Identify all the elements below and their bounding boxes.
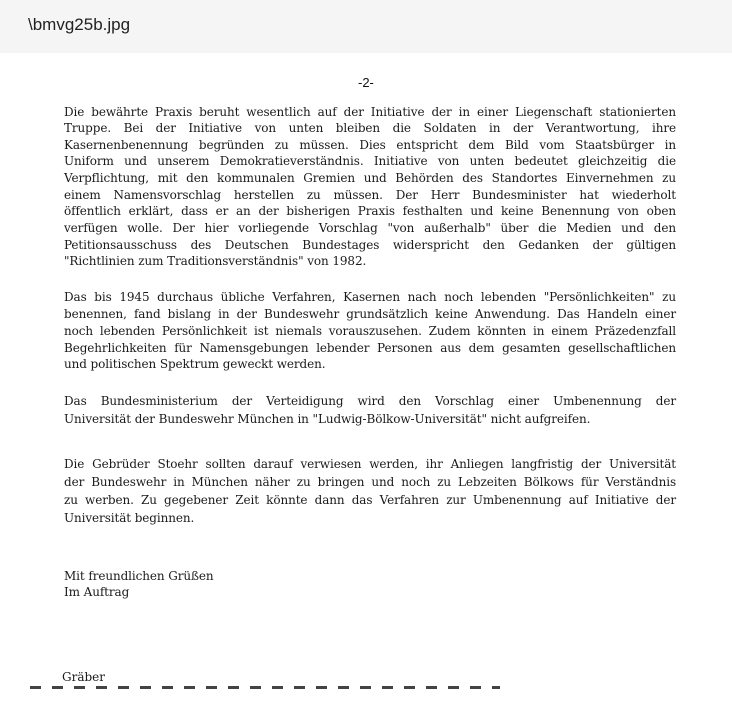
- text-line: Das Bundesministerium der Verteidigung wird den Vorschlag einer Umbenennung der: [64, 394, 676, 408]
- text-line: Die bewährte Praxis beruht wesentlich auf der Initiative der in einer Liegenschaft stationierten: [64, 105, 676, 119]
- closing-greeting: Mit freundlichen Grüßen: [64, 569, 214, 583]
- text-line: Petitionsausschuss des Deutschen Bundestages widerspricht den Gedanken der gültigen: [64, 238, 676, 252]
- closing-on-behalf: Im Auftrag: [64, 585, 130, 599]
- signature-name: Gräber: [62, 670, 105, 684]
- text-line: zu werben. Zu gegebener Zeit könnte dann das Verfahren zur Umbenennung auf Initiative der: [64, 493, 676, 507]
- page-number: -2-: [358, 75, 374, 90]
- text-line: Begehrlichkeiten für Namensgebungen lebender Personen aus dem gesamten gesellschaftlichen: [64, 341, 676, 355]
- scanned-letter-page: [0, 53, 732, 717]
- text-line: Universität beginnen.: [64, 511, 195, 525]
- text-line: verfügen wolle. Der hier vorliegende Vorschlag "von außerhalb" über die Medien und den: [64, 221, 676, 235]
- text-line: Verpflichtung, mit den kommunalen Gremien und Behörden des Standortes Einvernehmen zu: [64, 171, 676, 185]
- text-line: der Bundeswehr in München näher zu bringen und noch zu Lebzeiten Bölkows für Verständnis: [64, 475, 676, 489]
- text-line: öffentlich erklärt, dass er an der bisherigen Praxis festhalten und keine Benennung von oben: [64, 204, 676, 218]
- text-line: Truppe. Bei der Initiative von unten bleiben die Soldaten in der Verantwortung, ihre: [64, 121, 676, 135]
- text-line: Uniform und unserem Demokratieverständnis. Initiative von unten bedeutet gleichzeitig die: [64, 154, 676, 168]
- text-line: Kasernenbenennung begründen zu müssen. Dies entspricht dem Bild vom Staatsbürger in: [64, 138, 676, 152]
- text-line: Universität der Bundeswehr München in "Ludwig-Bölkow-Universität" nicht aufgreifen.: [64, 412, 591, 426]
- text-line: einem Namensvorschlag herstellen zu müssen. Der Herr Bundesminister hat wiederholt: [64, 188, 676, 202]
- text-line: Die Gebrüder Stoehr sollten darauf verwiesen werden, ihr Anliegen langfristig der Universität: [64, 457, 676, 471]
- text-line: Das bis 1945 durchaus übliche Verfahren, Kasernen nach noch lebenden "Persönlichkeiten" zu: [64, 290, 676, 304]
- text-line: und politischen Spektrum geweckt werden.: [64, 357, 326, 371]
- scan-dashed-line: [30, 686, 500, 689]
- text-line: noch lebenden Persönlichkeit ist niemals vorauszusehen. Zudem könnten in einem Präzedenzfall: [64, 324, 676, 338]
- file-title-bar: [0, 0, 732, 53]
- text-line: "Richtlinien zum Traditionsverständnis" von 1982.: [64, 254, 367, 268]
- file-name: \bmvg25b.jpg: [28, 15, 131, 34]
- text-line: benennen, fand bislang in der Bundeswehr grundsätzlich keine Anwendung. Das Handeln einer: [64, 307, 676, 321]
